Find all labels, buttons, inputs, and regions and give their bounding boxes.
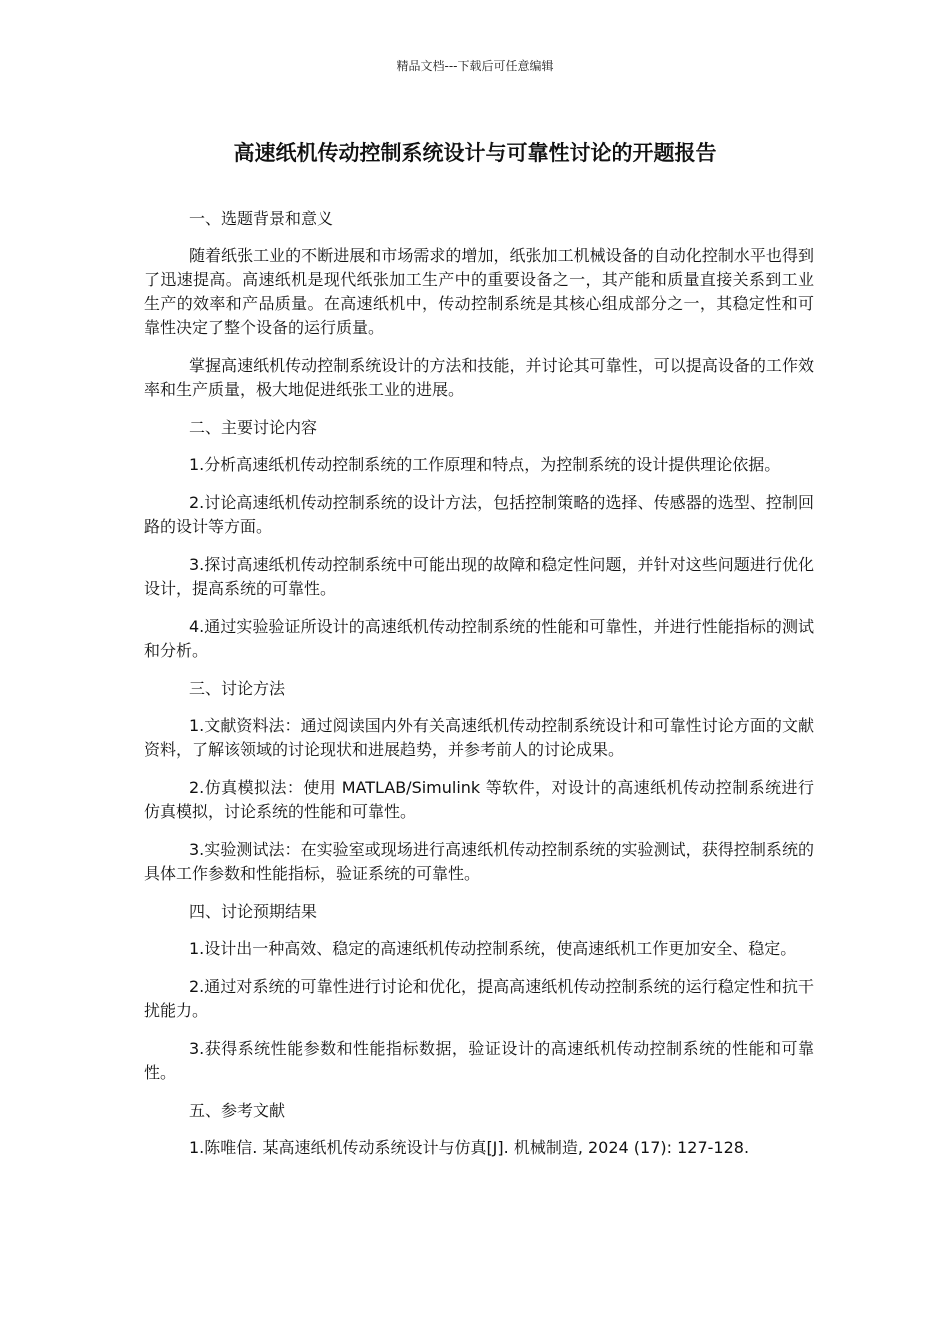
reference-item: 1.陈唯信. 某高速纸机传动系统设计与仿真[J]. 机械制造, 2024 (17): 127-128. [189, 1138, 750, 1157]
list-item: 4.通过实验验证所设计的高速纸机传动控制系统的性能和可靠性，并进行性能指标的测试和分析。 [144, 617, 814, 660]
section-heading-main-content: 二、主要讨论内容 [189, 418, 318, 437]
section-heading-background: 一、选题背景和意义 [189, 209, 334, 228]
paragraph-background-1: 随着纸张工业的不断进展和市场需求的增加，纸张加工机械设备的自动化控制水平也得到了迅速提高。高速纸机是现代纸张加工生产中的重要设备之一，其产能和质量直接关系到工业生产的效率和产品质量。在高速纸机中，传动控制系统是其核心组成部分之一，其稳定性和可靠性决定了整个设备的运行质量。 [144, 246, 814, 337]
section-heading-references: 五、参考文献 [189, 1101, 286, 1120]
section-heading-expected-results: 四、讨论预期结果 [189, 902, 318, 921]
list-item: 2.仿真模拟法：使用 MATLAB/Simulink 等软件，对设计的高速纸机传动控制系统进行仿真模拟，讨论系统的性能和可靠性。 [144, 778, 814, 821]
document-body [144, 207, 814, 1174]
list-item: 2.讨论高速纸机传动控制系统的设计方法，包括控制策略的选择、传感器的选型、控制回路的设计等方面。 [144, 493, 814, 536]
header-note: 精品文档---下载后可任意编辑 [396, 59, 554, 73]
section-heading-methods: 三、讨论方法 [189, 679, 286, 698]
list-item: 3.实验测试法：在实验室或现场进行高速纸机传动控制系统的实验测试，获得控制系统的具体工作参数和性能指标，验证系统的可靠性。 [144, 840, 814, 883]
list-item: 3.获得系统性能参数和性能指标数据，验证设计的高速纸机传动控制系统的性能和可靠性。 [144, 1039, 814, 1082]
list-item: 1.设计出一种高效、稳定的高速纸机传动控制系统，使高速纸机工作更加安全、稳定。 [189, 939, 797, 958]
document-title: 高速纸机传动控制系统设计与可靠性讨论的开题报告 [233, 141, 717, 165]
list-item: 2.通过对系统的可靠性进行讨论和优化，提高高速纸机传动控制系统的运行稳定性和抗干扰能力。 [144, 977, 814, 1020]
list-item: 1.文献资料法：通过阅读国内外有关高速纸机传动控制系统设计和可靠性讨论方面的文献资料，了解该领域的讨论现状和进展趋势，并参考前人的讨论成果。 [144, 716, 814, 759]
paragraph-background-2: 掌握高速纸机传动控制系统设计的方法和技能，并讨论其可靠性，可以提高设备的工作效率和生产质量，极大地促进纸张工业的进展。 [144, 356, 814, 399]
list-item: 3.探讨高速纸机传动控制系统中可能出现的故障和稳定性问题，并针对这些问题进行优化设计，提高系统的可靠性。 [144, 555, 814, 598]
list-item: 1.分析高速纸机传动控制系统的工作原理和特点，为控制系统的设计提供理论依据。 [189, 455, 781, 474]
